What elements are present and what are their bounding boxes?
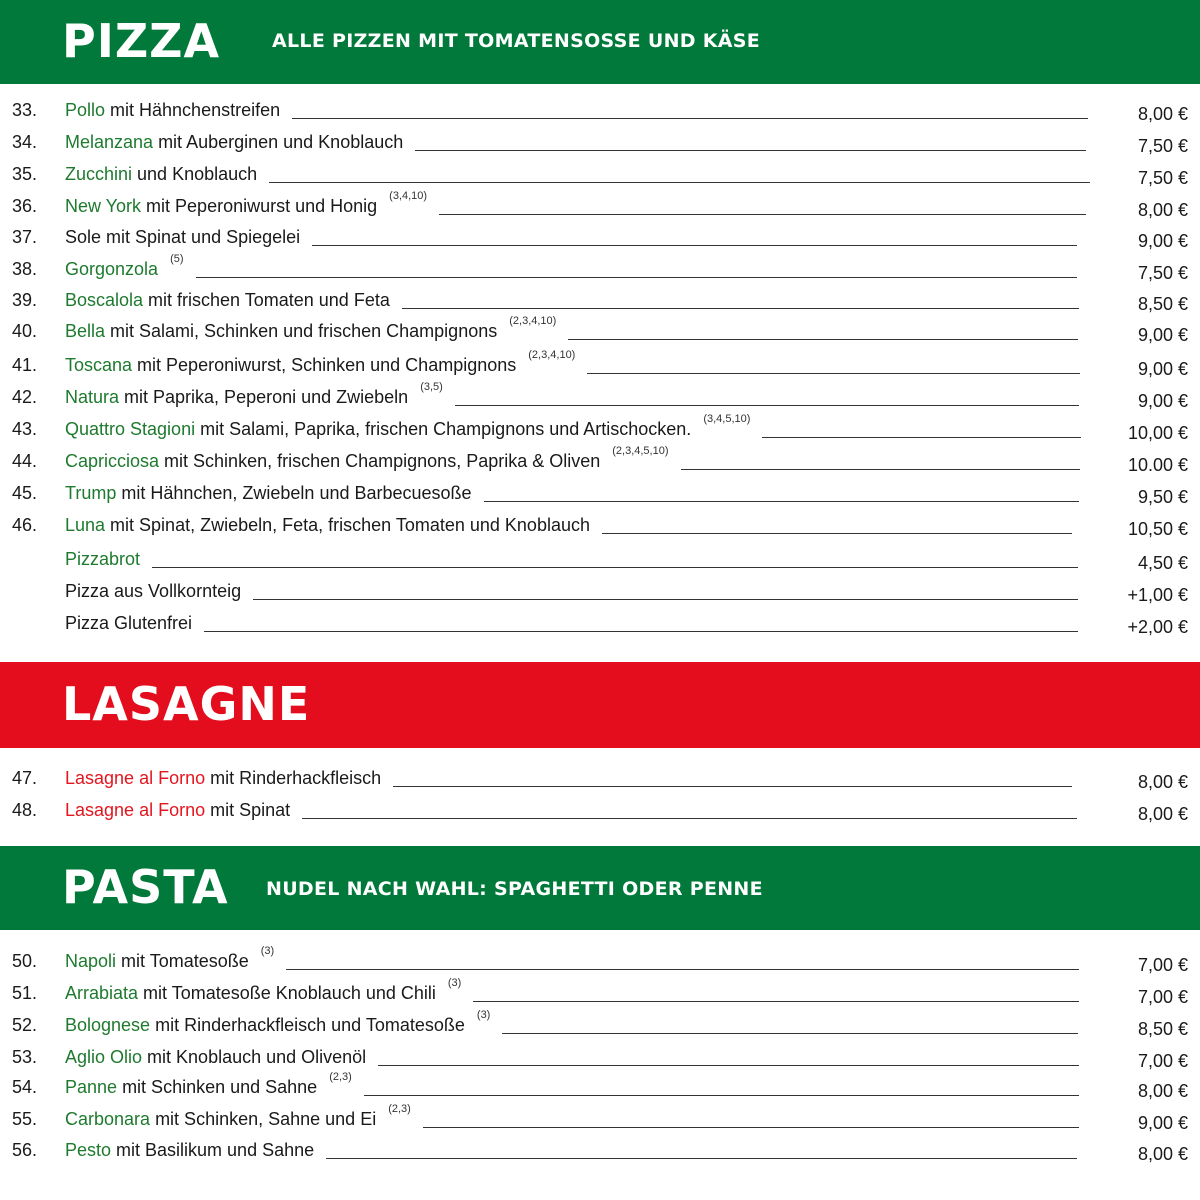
- item-text: [65, 1103, 1089, 1130]
- item-number: 41.: [12, 355, 38, 375]
- item-text: [65, 945, 1089, 972]
- dotted-leader-line: [473, 983, 1079, 1002]
- pasta-subtitle: NUDEL NACH WAHL: SPAGHETTI ODER PENNE: [266, 878, 763, 900]
- dotted-leader-line: [393, 768, 1072, 787]
- item-price: 8,00 €: [1137, 1144, 1188, 1164]
- item-price: 9,00 €: [1137, 231, 1188, 251]
- allergen-note: (3,4,5,10): [703, 413, 751, 425]
- item-number: 40.: [12, 321, 38, 341]
- item-text: [65, 768, 1082, 789]
- item-description: mit Basilikum und Sahne: [111, 1140, 315, 1160]
- dotted-leader-line: [312, 227, 1077, 246]
- dotted-leader-line: [269, 164, 1090, 183]
- lasagne-banner: [0, 662, 1200, 748]
- item-description: Pizza aus Vollkornteig: [65, 581, 242, 601]
- item-price: 7,50 €: [1137, 136, 1188, 156]
- item-number: 53.: [12, 1047, 38, 1067]
- dotted-leader-line: [292, 100, 1088, 119]
- item-description: mit Spinat, Zwiebeln, Feta, frischen Tomaten und Knoblauch: [105, 515, 590, 535]
- allergen-note: (3): [260, 945, 275, 957]
- allergen-note: (5): [170, 253, 184, 265]
- dotted-leader-line: [204, 613, 1078, 632]
- item-name: Carbonara: [65, 1109, 151, 1129]
- item-description: mit Schinken, Sahne und Ei: [150, 1109, 377, 1129]
- allergen-note: (3): [447, 977, 462, 989]
- item-number: 39.: [12, 290, 38, 310]
- dotted-leader-line: [326, 1140, 1077, 1159]
- dotted-leader-line: [484, 483, 1079, 502]
- item-price: 10,00 €: [1127, 423, 1188, 443]
- item-price: 7,00 €: [1137, 987, 1188, 1007]
- pizza-subtitle: ALLE PIZZEN MIT TOMATENSOSSE UND KÄSE: [272, 30, 761, 52]
- item-text: [65, 581, 1088, 602]
- item-name: Arrabiata: [65, 983, 139, 1003]
- dotted-leader-line: [502, 1015, 1078, 1034]
- item-number: 38.: [12, 259, 38, 279]
- dotted-leader-line: [455, 387, 1079, 406]
- item-number: 44.: [12, 451, 38, 471]
- menu-item: [0, 1047, 1200, 1077]
- item-text: [65, 164, 1100, 185]
- item-name: Melanzana: [65, 132, 154, 152]
- menu-item: [0, 290, 1200, 320]
- dotted-leader-line: [196, 259, 1077, 278]
- menu-item: [0, 164, 1200, 194]
- menu-item: [0, 483, 1200, 513]
- item-name: Napoli: [65, 951, 117, 971]
- item-text: [65, 100, 1098, 121]
- item-number: 48.: [12, 800, 38, 820]
- allergen-note: (3): [476, 1009, 491, 1021]
- item-text: [65, 549, 1088, 570]
- item-description: mit Schinken, frischen Champignons, Paprika & Oliven: [159, 451, 601, 471]
- item-text: [65, 227, 1087, 248]
- item-text: [65, 483, 1089, 504]
- item-description: Pizza Glutenfrei: [65, 613, 193, 633]
- dotted-leader-line: [762, 419, 1081, 438]
- item-description: mit Salami, Schinken und frischen Champignons: [105, 321, 498, 341]
- item-text: [65, 800, 1087, 821]
- item-description: mit Peperoniwurst, Schinken und Champignons: [132, 355, 517, 375]
- item-price: +1,00 €: [1127, 585, 1188, 605]
- item-name: Aglio Olio: [65, 1047, 143, 1067]
- menu-item: [0, 253, 1200, 289]
- menu-item: [0, 445, 1200, 481]
- item-name: Lasagne al Forno: [65, 768, 206, 788]
- item-name: Pizzabrot: [65, 549, 141, 569]
- item-text: [65, 977, 1089, 1004]
- menu-item: [0, 549, 1200, 579]
- item-number: 34.: [12, 132, 38, 152]
- item-text: [65, 1047, 1089, 1068]
- dotted-leader-line: [364, 1077, 1079, 1096]
- menu-item: [0, 1103, 1200, 1139]
- item-name: Luna: [65, 515, 106, 535]
- item-text: [65, 349, 1090, 376]
- item-price: 10,50 €: [1127, 519, 1188, 539]
- item-number: 43.: [12, 419, 38, 439]
- item-name: Bolognese: [65, 1015, 151, 1035]
- allergen-note: (3,4,10): [389, 190, 428, 202]
- item-name: Zucchini: [65, 164, 133, 184]
- item-description: mit Paprika, Peperoni und Zwiebeln: [119, 387, 409, 407]
- menu-item: [0, 1071, 1200, 1107]
- item-number: 33.: [12, 100, 38, 120]
- dotted-leader-line: [302, 800, 1077, 819]
- item-name: Capricciosa: [65, 451, 160, 471]
- item-number: 37.: [12, 227, 38, 247]
- item-text: [65, 253, 1087, 280]
- item-text: [65, 515, 1082, 536]
- item-text: [65, 1140, 1087, 1161]
- menu-item: [0, 977, 1200, 1013]
- dotted-leader-line: [378, 1047, 1079, 1066]
- menu-item: [0, 768, 1200, 798]
- item-number: 54.: [12, 1077, 38, 1097]
- menu-item: [0, 1009, 1200, 1045]
- menu-item: [0, 800, 1200, 830]
- item-description: und Knoblauch: [132, 164, 258, 184]
- item-price: 9,00 €: [1137, 325, 1188, 345]
- menu-item: [0, 413, 1200, 449]
- item-number: 51.: [12, 983, 38, 1003]
- item-description: Sole mit Spinat und Spiegelei: [65, 227, 301, 247]
- item-name: Quattro Stagioni: [65, 419, 196, 439]
- allergen-note: (2,3,4,5,10): [612, 445, 669, 457]
- dotted-leader-line: [568, 321, 1078, 340]
- menu-item: [0, 381, 1200, 417]
- menu-item: [0, 132, 1200, 162]
- item-text: [65, 132, 1096, 153]
- dotted-leader-line: [402, 290, 1079, 309]
- item-description: mit Salami, Paprika, frischen Champignons und Artischocken.: [195, 419, 692, 439]
- item-price: 7,50 €: [1137, 263, 1188, 283]
- item-name: Panne: [65, 1077, 118, 1097]
- item-text: [65, 190, 1096, 217]
- item-number: 50.: [12, 951, 38, 971]
- dotted-leader-line: [152, 549, 1078, 568]
- menu-item: [0, 1140, 1200, 1170]
- item-price: 8,00 €: [1137, 1081, 1188, 1101]
- dotted-leader-line: [415, 132, 1086, 151]
- allergen-note: (3,5): [420, 381, 443, 393]
- item-price: 9,00 €: [1137, 359, 1188, 379]
- item-price: 9,50 €: [1137, 487, 1188, 507]
- item-description: mit Spinat: [205, 800, 291, 820]
- dotted-leader-line: [423, 1109, 1079, 1128]
- item-text: [65, 381, 1089, 408]
- item-price: 7,00 €: [1137, 955, 1188, 975]
- item-text: [65, 290, 1089, 311]
- item-price: 8,00 €: [1137, 200, 1188, 220]
- item-name: Gorgonzola: [65, 259, 159, 279]
- item-name: Trump: [65, 483, 117, 503]
- menu-item: [0, 315, 1200, 351]
- item-name: Lasagne al Forno: [65, 800, 206, 820]
- item-price: 9,00 €: [1137, 1113, 1188, 1133]
- item-number: 42.: [12, 387, 38, 407]
- item-description: mit Peperoniwurst und Honig: [141, 196, 378, 216]
- item-text: [65, 315, 1088, 342]
- item-text: [65, 1009, 1088, 1036]
- allergen-note: (2,3): [388, 1103, 411, 1115]
- item-text: [65, 613, 1088, 634]
- item-description: mit Knoblauch und Olivenöl: [142, 1047, 367, 1067]
- item-number: 56.: [12, 1140, 38, 1160]
- lasagne-title: LASAGNE: [62, 677, 311, 731]
- pizza-title: PIZZA: [62, 14, 221, 68]
- item-price: 9,00 €: [1137, 391, 1188, 411]
- pasta-banner: [0, 846, 1200, 930]
- item-price: 10.00 €: [1127, 455, 1188, 475]
- item-text: [65, 1071, 1089, 1098]
- allergen-note: (2,3): [329, 1071, 352, 1083]
- dotted-leader-line: [681, 451, 1080, 470]
- item-price: 4,50 €: [1137, 553, 1188, 573]
- item-description: mit Hähnchen, Zwiebeln und Barbecuesoße: [116, 483, 472, 503]
- menu-item: [0, 515, 1200, 545]
- dotted-leader-line: [286, 951, 1079, 970]
- item-price: 7,00 €: [1137, 1051, 1188, 1071]
- item-name: Boscalola: [65, 290, 144, 310]
- item-number: 35.: [12, 164, 38, 184]
- allergen-note: (2,3,4,10): [528, 349, 576, 361]
- allergen-note: (2,3,4,10): [509, 315, 557, 327]
- item-name: Pollo: [65, 100, 106, 120]
- menu-item: [0, 349, 1200, 385]
- item-description: mit frischen Tomaten und Feta: [143, 290, 390, 310]
- pizza-banner: [0, 0, 1200, 84]
- menu-item: [0, 190, 1200, 226]
- item-price: +2,00 €: [1127, 617, 1188, 637]
- menu-item: [0, 945, 1200, 981]
- menu-item: [0, 100, 1200, 130]
- item-price: 8,50 €: [1137, 294, 1188, 314]
- item-price: 8,00 €: [1137, 804, 1188, 824]
- pasta-title: PASTA: [62, 860, 229, 914]
- item-name: Natura: [65, 387, 120, 407]
- dotted-leader-line: [439, 196, 1086, 215]
- item-description: mit Rinderhackfleisch und Tomatesoße: [150, 1015, 465, 1035]
- item-description: mit Hähnchenstreifen: [105, 100, 281, 120]
- item-description: mit Schinken und Sahne: [117, 1077, 318, 1097]
- item-description: mit Auberginen und Knoblauch: [153, 132, 404, 152]
- item-description: mit Tomatesoße: [116, 951, 249, 971]
- item-name: Toscana: [65, 355, 133, 375]
- item-number: 47.: [12, 768, 38, 788]
- item-price: 8,00 €: [1137, 104, 1188, 124]
- item-description: mit Rinderhackfleisch: [205, 768, 382, 788]
- item-number: 52.: [12, 1015, 38, 1035]
- item-price: 7,50 €: [1137, 168, 1188, 188]
- item-price: 8,00 €: [1137, 772, 1188, 792]
- item-number: 36.: [12, 196, 38, 216]
- dotted-leader-line: [253, 581, 1078, 600]
- dotted-leader-line: [602, 515, 1072, 534]
- item-price: 8,50 €: [1137, 1019, 1188, 1039]
- item-name: Pesto: [65, 1140, 112, 1160]
- item-description: mit Tomatesoße Knoblauch und Chili: [138, 983, 436, 1003]
- item-number: 46.: [12, 515, 38, 535]
- item-text: [65, 445, 1090, 472]
- menu-item: [0, 613, 1200, 643]
- item-name: New York: [65, 196, 142, 216]
- item-number: 55.: [12, 1109, 38, 1129]
- item-number: 45.: [12, 483, 38, 503]
- item-name: Bella: [65, 321, 106, 341]
- item-text: [65, 413, 1091, 440]
- menu-item: [0, 581, 1200, 611]
- dotted-leader-line: [587, 355, 1080, 374]
